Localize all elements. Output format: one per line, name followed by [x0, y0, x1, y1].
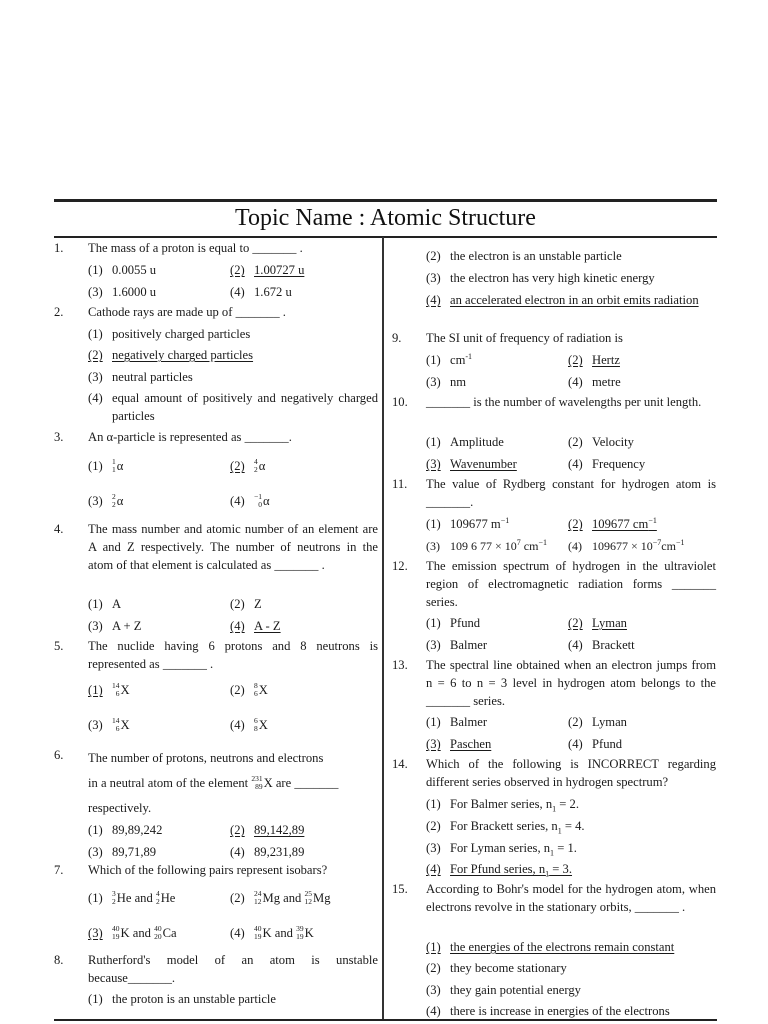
nuclide-notation: 1 1	[112, 457, 116, 475]
option-correct[interactable]: (4) For Pfund series, $n_1 = 3$.	[426, 862, 573, 879]
option[interactable]: (2) For Brackett series, $n_1 = 4$.	[426, 819, 585, 836]
question-number: 12.	[392, 559, 408, 573]
question-number: 5.	[54, 639, 64, 653]
question-text: Cathode rays are made up of _______ .	[88, 305, 286, 319]
option[interactable]: (1) 0.0055 u	[88, 263, 157, 277]
question-text: An α-particle is represented as _______.	[88, 430, 292, 444]
option[interactable]: (3) 14 6 X	[88, 716, 130, 734]
option[interactable]: (2) 8 6 X	[230, 681, 268, 699]
question-number: 7.	[54, 863, 64, 877]
option[interactable]: (2) the electron is an unstable particle	[426, 249, 622, 263]
option[interactable]: (1) the proton is an unstable particle	[88, 992, 277, 1006]
option[interactable]: (3) 109 6 $77 \times 10^7$ $cm^{-1}$	[426, 538, 547, 553]
question-text: The spectral line obtained when an electron jumps from n = 6 to n = 3 level in hydrogen atom belongs to the _______ series.	[426, 658, 716, 708]
option-correct[interactable]: (3) Paschen	[426, 737, 492, 751]
question-number: 10.	[392, 395, 408, 409]
option[interactable]: (3) they gain potential energy	[426, 983, 581, 997]
option[interactable]: (1) Balmer	[426, 715, 488, 729]
question-1	[54, 239, 378, 257]
option-correct[interactable]: (1) the energies of the electrons remain constant	[426, 940, 675, 954]
option-correct[interactable]: (2) 4 2 α	[230, 457, 266, 475]
nuclide-notation: 14 6	[112, 681, 120, 699]
option-correct[interactable]: (3) 40 19 K and 40 20 Ca	[88, 924, 177, 942]
option[interactable]: (1) Amplitude	[426, 435, 504, 449]
question-text: The emission spectrum of hydrogen in the ultraviolet region of electromagnetic radiation forms _______ series.	[426, 559, 716, 609]
question-number: 13.	[392, 658, 408, 672]
option[interactable]: (3) 1.6000 u	[88, 285, 157, 299]
option[interactable]: (4) 89,231,89	[230, 845, 305, 859]
option-correct[interactable]: (2) 1.00727 u	[230, 263, 305, 277]
option[interactable]: (1) For Balmer series, $n_1 = 2$.	[426, 797, 579, 814]
question-number: 11.	[392, 477, 408, 491]
title-rule	[54, 236, 717, 238]
option[interactable]: (2) Lyman	[568, 715, 627, 729]
question-14	[392, 755, 716, 791]
question-2	[54, 303, 378, 321]
option[interactable]: (4) 1.672 u	[230, 285, 292, 299]
option[interactable]: (1) Pfund	[426, 616, 481, 630]
nuclide-notation: 14 6	[112, 716, 120, 734]
question-number: 3.	[54, 430, 64, 444]
option[interactable]: (1) positively charged particles	[88, 327, 251, 341]
option[interactable]: (4) 6 8 X	[230, 716, 268, 734]
question-8	[54, 951, 378, 987]
option[interactable]: (3) 2 2 α	[88, 492, 124, 510]
option[interactable]: (3) For Lyman series, $n_1 = 1$.	[426, 841, 577, 858]
option[interactable]: (1) 3 2 He and 4 2 He	[88, 889, 176, 907]
question-11	[392, 475, 716, 511]
option[interactable]: (3) neutral particles	[88, 370, 193, 384]
option[interactable]: (1) 1 1 α	[88, 457, 124, 475]
question-15	[392, 880, 716, 916]
question-4	[54, 520, 378, 574]
question-13	[392, 656, 716, 710]
question-9	[392, 329, 716, 347]
question-number: 1.	[54, 241, 64, 255]
option[interactable]: (4) $109677 \times 10^{-7}cm^{-1}$	[568, 538, 685, 553]
option-correct[interactable]: (2) negatively charged particles	[88, 348, 254, 362]
option[interactable]: (4) there is increase in energies of the electrons	[426, 1004, 670, 1018]
nuclide-notation: 2 2	[112, 492, 116, 510]
option[interactable]: (4) equal amount of positively and negatively charged particles	[88, 391, 378, 423]
option[interactable]: (2) 24 12 Mg and 25 12 Mg	[230, 889, 331, 907]
question-10	[392, 393, 716, 411]
option[interactable]: (1) 89,89,242	[88, 823, 163, 837]
question-5	[54, 637, 378, 673]
option[interactable]: (4) Frequency	[568, 457, 646, 471]
question-12	[392, 557, 716, 611]
question-number: 9.	[392, 331, 402, 345]
question-text: Which of the following is INCORRECT regarding different series observed in hydrogen spectrum?	[426, 757, 716, 789]
question-text: The SI unit of frequency of radiation is	[426, 331, 623, 345]
question-number: 14.	[392, 757, 408, 771]
option[interactable]: (3) nm	[426, 375, 467, 389]
option-correct[interactable]: (4) an accelerated electron in an orbit emits radiation	[426, 293, 699, 307]
option[interactable]: (3) Balmer	[426, 638, 488, 652]
question-6	[54, 746, 378, 821]
option[interactable]: (1) 109677 $m^{-1}$	[426, 515, 510, 531]
question-text: The number of protons, neutrons and electrons in a neutral atom of the element 231 89 X are _______ respectively.	[88, 751, 339, 815]
nuclide-notation: 8 6	[254, 681, 258, 699]
question-text: Rutherford's model of an atom is unstable because_______.	[88, 953, 378, 985]
option[interactable]: (3) the electron has very high kinetic energy	[426, 271, 655, 285]
option-correct[interactable]: (2) Lyman	[568, 616, 627, 630]
question-number: 15.	[392, 882, 408, 896]
nuclide-notation: 4 2	[254, 457, 258, 475]
option[interactable]: (4) Pfund	[568, 737, 623, 751]
question-7	[54, 861, 378, 879]
option-correct[interactable]: (4) A - Z	[230, 619, 281, 633]
option[interactable]: (4) −1 0 α	[230, 492, 270, 510]
question-number: 8.	[54, 953, 64, 967]
option-correct[interactable]: (3) Wavenumber	[426, 457, 517, 471]
question-text: Which of the following pairs represent isobars?	[88, 863, 328, 877]
option-correct[interactable]: (2) Hertz	[568, 353, 620, 367]
column-divider	[382, 237, 384, 1021]
nuclide-notation: 6 8	[254, 716, 258, 734]
option[interactable]: (4) Brackett	[568, 638, 635, 652]
option-correct[interactable]: (1) 14 6 X	[88, 681, 130, 699]
option-correct[interactable]: (2) 89,142,89	[230, 823, 305, 837]
option-correct[interactable]: (2) 109677 $cm^{-1}$	[568, 515, 657, 531]
option[interactable]: (3) 89,71,89	[88, 845, 157, 859]
option[interactable]: (2) Velocity	[568, 435, 634, 449]
option[interactable]: (4) 40 19 K and 39 19 K	[230, 924, 314, 942]
nuclide-notation: −1 0	[254, 492, 262, 510]
option[interactable]: (1) A	[88, 597, 122, 611]
question-3	[54, 428, 378, 446]
nuclide-notation: 231 89	[251, 774, 263, 792]
option[interactable]: (3) A + Z	[88, 619, 142, 633]
question-text: The value of Rydberg constant for hydrogen atom is _______.	[426, 477, 716, 509]
question-text: The mass of a proton is equal to _______ .	[88, 241, 303, 255]
question-number: 2.	[54, 305, 64, 319]
option[interactable]: (2) Z	[230, 597, 262, 611]
option[interactable]: (1) $cm^{-1}$	[426, 351, 473, 367]
option[interactable]: (4) metre	[568, 375, 621, 389]
option[interactable]: (2) they become stationary	[426, 961, 567, 975]
question-number: 6.	[54, 748, 64, 762]
question-text: According to Bohr's model for the hydrogen atom, when electrons revolve in the stationary orbits, _______ .	[426, 882, 716, 914]
question-number: 4.	[54, 522, 64, 536]
question-text: The nuclide having 6 protons and 8 neutrons is represented as _______ .	[88, 639, 378, 671]
question-text: The mass number and atomic number of an element are A and Z respectively. The number of neutrons in the atom of that element is calculated as _______ .	[88, 522, 378, 572]
page-title: Topic Name : Atomic Structure	[235, 205, 536, 231]
question-text: _______ is the number of wavelengths per unit length.	[426, 395, 702, 409]
